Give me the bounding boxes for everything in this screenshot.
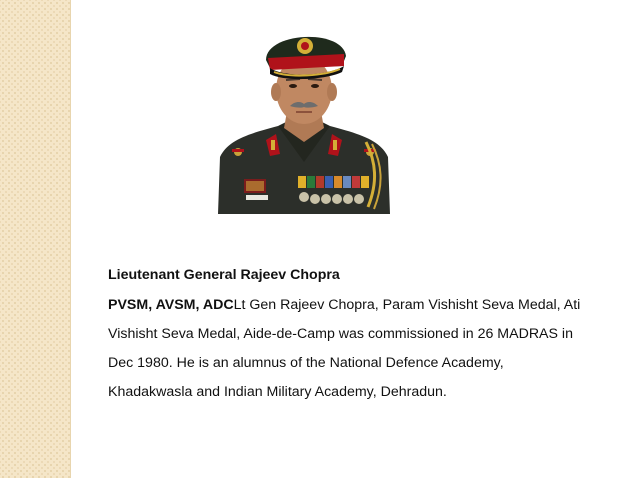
bio-line-3: Dec 1980. He is an alumnus of the National Defence Academy, [108, 355, 504, 371]
bio-line-4: Khadakwasla and Indian Military Academy, Dehradun. [108, 384, 447, 400]
biography-text [108, 263, 608, 407]
honours-abbrev: PVSM, AVSM, ADC [108, 297, 234, 313]
bio-line-2: Vishisht Seva Medal, Aide-de-Camp was commissioned in 26 MADRAS in [108, 326, 573, 342]
bio-line-1 [108, 291, 608, 320]
decorative-left-strip [0, 0, 71, 478]
bio-line-1-text: Lt Gen Rajeev Chopra, Param Vishisht Seva Medal, Ati [233, 297, 581, 313]
officer-name-heading: Lieutenant General Rajeev Chopra [108, 267, 340, 283]
officer-portrait [218, 22, 390, 214]
